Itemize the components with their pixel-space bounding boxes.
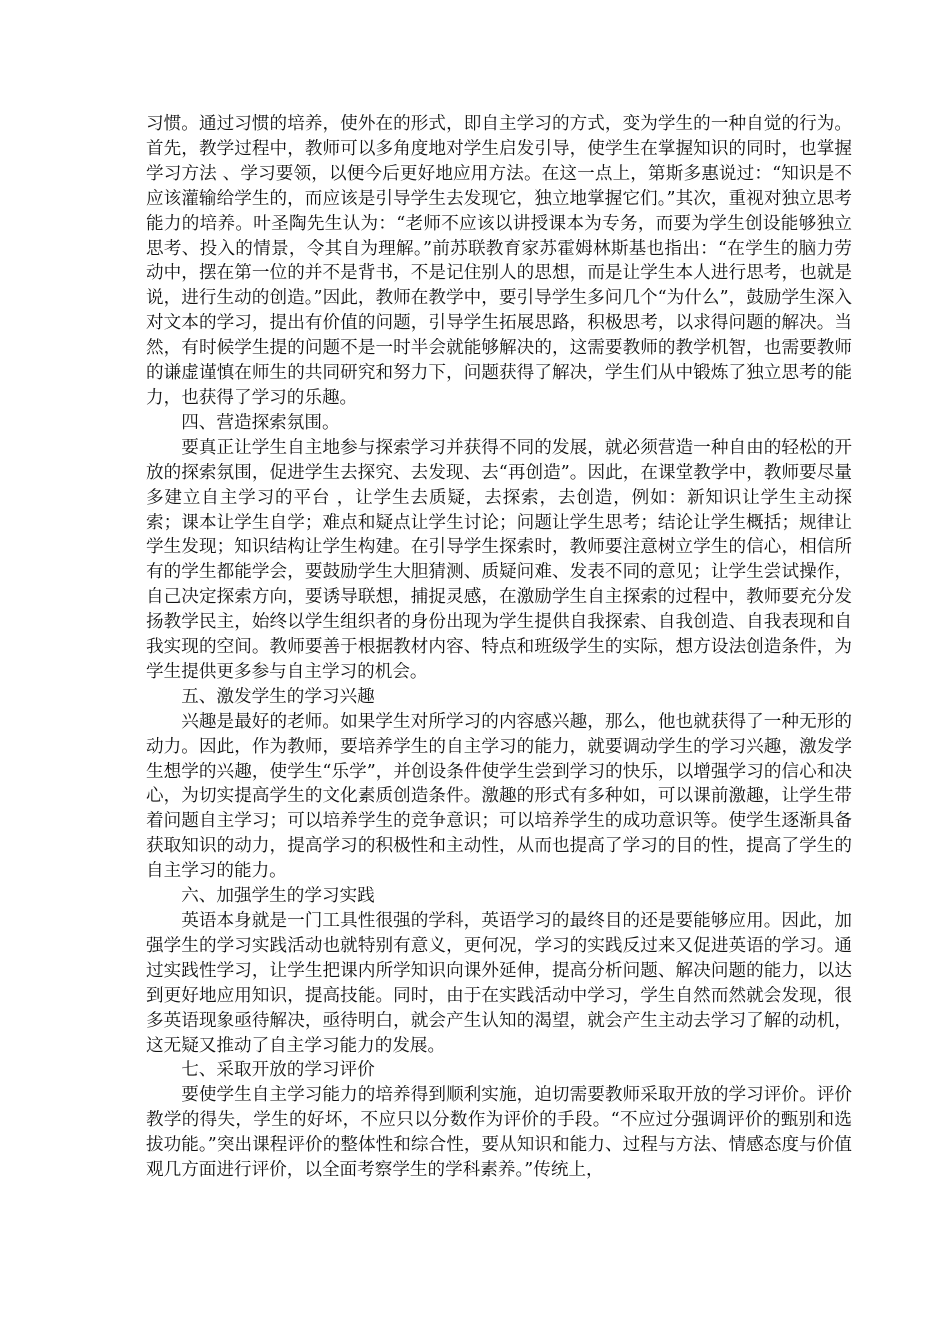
paragraph-habit-cultivation: 习惯。通过习惯的培养，使外在的形式，即自主学习的方式，变为学生的一种自觉的行为。首先，教学过程中，教师可以多角度地对学生启发引导，使学生在掌握知识的同时，也掌握学习方法 、学习要领，以便今后更好地应用方法。在这一点上，第斯多惠说过：“知识是不应该灌输给学生的，而应该是引导学生去发现它，独立地掌握它们。”其次，重视对独立思考能力的培养。叶圣陶先生认为：“老师不应该以讲授课本为专务，而要为学生创设能够独立思考、投入的情景，令其自为理解。”前苏联教育家苏霍姆林斯基也指出：“在学生的脑力劳动中，摆在第一位的并不是背书，不是记住别人的思想，而是让学生本人进行思考，也就是说，进行生动的创造。”因此，教师在教学中，要引导学生多问几个“为什么”，鼓励学生深入对文本的学习，提出有价值的问题，引导学生拓展思路，积极思考，以求得问题的解决。当然，有时候学生提的问题不是一时半会就能够解决的，这需要教师的教学机智，也需要教师的谦虚谨慎在师生的共同研究和努力下，问题获得了解决，学生们从中锻炼了独立思考的能力，也获得了学习的乐趣。: [146, 114, 852, 408]
section-heading-7: 七、采取开放的学习评价: [181, 1060, 375, 1081]
document-page: [146, 112, 852, 1183]
section-heading-4: 四、营造探索氛围。: [181, 412, 340, 433]
paragraph-learning-practice: 英语本身就是一门工具性很强的学科，英语学习的最终目的还是要能够应用。因此，加强学生的学习实践活动也就特别有意义，更何况，学习的实践反过来又促进英语的学习。通过实践性学习，让学生把课内所学知识向课外延伸，提高分析问题、解决问题的能力，以达到更好地应用知识，提高技能。同时，由于在实践活动中学习，学生自然而然就会发现，很多英语现象亟待解决，亟待明白，就会产生认知的渴望，就会产生主动去学习了解的动机，这无疑又推动了自主学习能力的发展。: [146, 911, 852, 1056]
paragraph-learning-interest: 兴趣是最好的老师。如果学生对所学习的内容感兴趣，那么，他也就获得了一种无形的动力。因此，作为教师，要培养学生的自主学习的能力，就要调动学生的学习兴趣，激发学生想学的兴趣，使学生“乐学”，并创设条件使学生尝到学习的快乐，以增强学习的信心和决心，为切实提高学生的文化素质创造条件。激趣的形式有多种如，可以课前激趣，让学生带着问题自主学习；可以培养学生的竞争意识；可以培养学生的成功意识等。使学生逐渐具备获取知识的动力，提高学习的积极性和主动性，从而也提高了学习的目的性，提高了学生的自主学习的能力。: [146, 711, 852, 882]
paragraph-open-evaluation: 要使学生自主学习能力的培养得到顺利实施，迫切需要教师采取开放的学习评价。评价教学的得失，学生的好坏，不应只以分数作为评价的手段。“不应过分强调评价的甄别和选拔功能。”突出课程评价的整体性和综合性，要从知识和能力、过程与方法、情感态度与价值观几方面进行评价，以全面考察学生的学科素养。”传统上，: [146, 1085, 852, 1181]
paragraph-exploration-atmosphere: 要真正让学生自主地参与探索学习并获得不同的发展，就必须营造一种自由的轻松的开放的探索氛围，促进学生去探究、去发现、去“再创造”。因此，在课堂教学中，教师要尽量多建立自主学习的平台 ，让学生去质疑，去探索，去创造，例如：新知识让学生主动探索；课本让学生自学；难点和疑点让学生讨论；问题让学生思考；结论让学生概括；规律让学生发现；知识结构让学生构建。在引导学生探索时，教师要注意树立学生的信心，相信所有的学生都能学会，要鼓励学生大胆猜测、质疑问难、发表不同的意见；让学生尝试操作，自己决定探索方向，要诱导联想，捕捉灵感，在激励学生自主探索的过程中，教师要充分发扬教学民主，始终以学生组织者的身份出现为学生提供自我探索、自我创造、自我表现和自我实现的空间。教师要善于根据教材内容、特点和班级学生的实际，想方设法创造条件，为学生提供更多参与自主学习的机会。: [146, 437, 852, 682]
section-heading-6: 六、加强学生的学习实践: [181, 886, 375, 907]
section-heading-5: 五、激发学生的学习兴趣: [181, 686, 375, 707]
